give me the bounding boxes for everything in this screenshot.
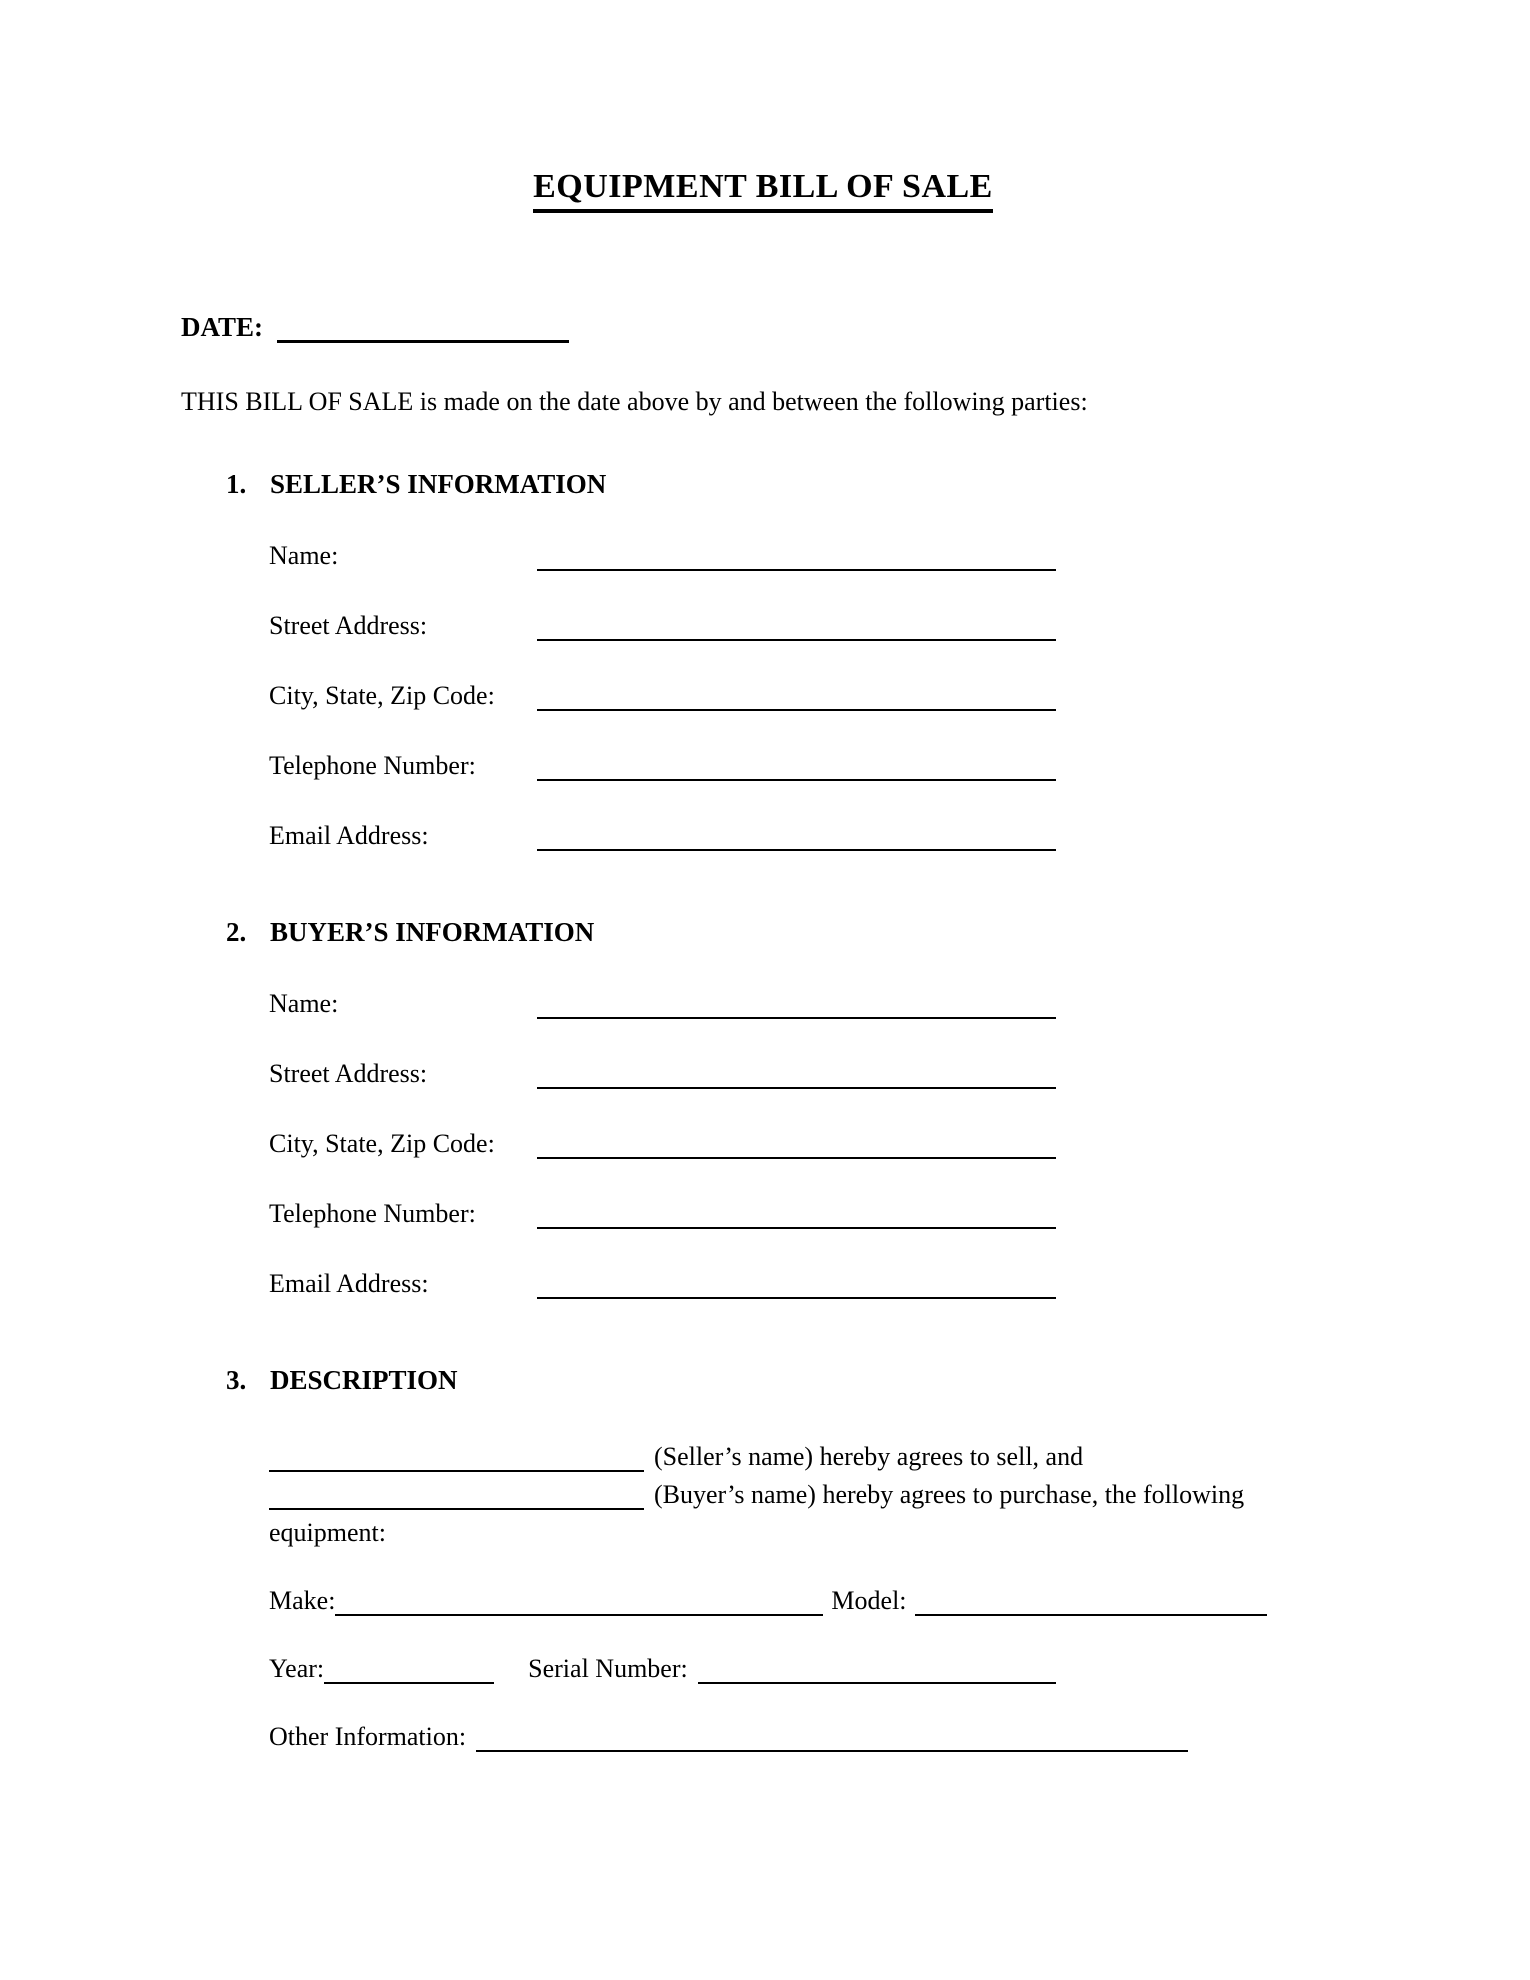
buyer-agreement-line <box>269 1472 1345 1510</box>
seller-email-blank[interactable] <box>537 818 1056 851</box>
field-label: Email Address: <box>269 1269 429 1298</box>
field-label: Name: <box>269 989 339 1018</box>
agreement-tail-text <box>269 1510 1345 1548</box>
field-label: Telephone Number: <box>269 751 476 780</box>
model-label: Model: <box>831 1586 907 1615</box>
field-row <box>269 608 1345 641</box>
field-label: Street Address: <box>269 611 428 640</box>
section-number: 2. <box>226 917 247 947</box>
seller-agreement-line <box>269 1434 1345 1472</box>
seller-street-address-blank[interactable] <box>537 608 1056 641</box>
buyer-agreement-text: (Buyer’s name) hereby agrees to purchase, the following <box>654 1480 1245 1509</box>
field-label: Street Address: <box>269 1059 428 1088</box>
date-row <box>181 309 1345 343</box>
field-row <box>269 538 1345 571</box>
document-title: EQUIPMENT BILL OF SALE <box>533 168 993 213</box>
seller-name-blank[interactable] <box>537 538 1056 571</box>
field-row <box>269 986 1345 1019</box>
other-information-blank[interactable] <box>476 1718 1188 1752</box>
section-heading <box>181 1365 1345 1396</box>
make-model-row <box>269 1582 1345 1616</box>
section-number: 3. <box>226 1365 247 1395</box>
year-serial-row <box>269 1650 1345 1684</box>
equipment-word: equipment: <box>269 1518 386 1547</box>
title-wrap <box>181 168 1345 213</box>
section-body <box>269 538 1345 851</box>
field-row <box>269 678 1345 711</box>
model-blank[interactable] <box>915 1582 1267 1616</box>
section-number: 1. <box>226 469 247 499</box>
field-label: City, State, Zip Code: <box>269 681 495 710</box>
make-blank[interactable] <box>335 1582 823 1616</box>
section-description <box>181 1365 1345 1752</box>
section-body <box>269 1434 1345 1752</box>
year-label: Year: <box>269 1654 325 1683</box>
other-information-label: Other Information: <box>269 1722 467 1751</box>
field-row <box>269 818 1345 851</box>
serial-number-blank[interactable] <box>698 1650 1056 1684</box>
section-heading <box>181 469 1345 500</box>
serial-number-label: Serial Number: <box>528 1654 688 1683</box>
buyer-name-fill-blank[interactable] <box>269 1472 644 1510</box>
other-information-row <box>269 1718 1345 1752</box>
date-blank[interactable] <box>277 309 569 343</box>
section-title: SELLER’S INFORMATION <box>270 469 607 499</box>
field-row <box>269 748 1345 781</box>
field-row <box>269 1056 1345 1089</box>
field-label: Telephone Number: <box>269 1199 476 1228</box>
buyer-email-blank[interactable] <box>537 1266 1056 1299</box>
field-label: Name: <box>269 541 339 570</box>
field-label: Email Address: <box>269 821 429 850</box>
field-row <box>269 1196 1345 1229</box>
date-label: DATE: <box>181 312 264 342</box>
field-row <box>269 1266 1345 1299</box>
section-title: BUYER’S INFORMATION <box>270 917 595 947</box>
section-seller-information <box>181 469 1345 851</box>
buyer-telephone-blank[interactable] <box>537 1196 1056 1229</box>
section-title: DESCRIPTION <box>270 1365 458 1395</box>
make-label: Make: <box>269 1586 336 1615</box>
year-blank[interactable] <box>324 1650 494 1684</box>
buyer-street-address-blank[interactable] <box>537 1056 1056 1089</box>
field-row <box>269 1126 1345 1159</box>
intro-text: THIS BILL OF SALE is made on the date above by and between the following parties: <box>181 387 1088 416</box>
seller-telephone-blank[interactable] <box>537 748 1056 781</box>
seller-agreement-text: (Seller’s name) hereby agrees to sell, and <box>654 1442 1084 1471</box>
section-body <box>269 986 1345 1299</box>
section-buyer-information <box>181 917 1345 1299</box>
buyer-city-state-zip-blank[interactable] <box>537 1126 1056 1159</box>
seller-city-state-zip-blank[interactable] <box>537 678 1056 711</box>
buyer-name-blank[interactable] <box>537 986 1056 1019</box>
section-heading <box>181 917 1345 948</box>
field-label: City, State, Zip Code: <box>269 1129 495 1158</box>
seller-name-fill-blank[interactable] <box>269 1434 644 1472</box>
